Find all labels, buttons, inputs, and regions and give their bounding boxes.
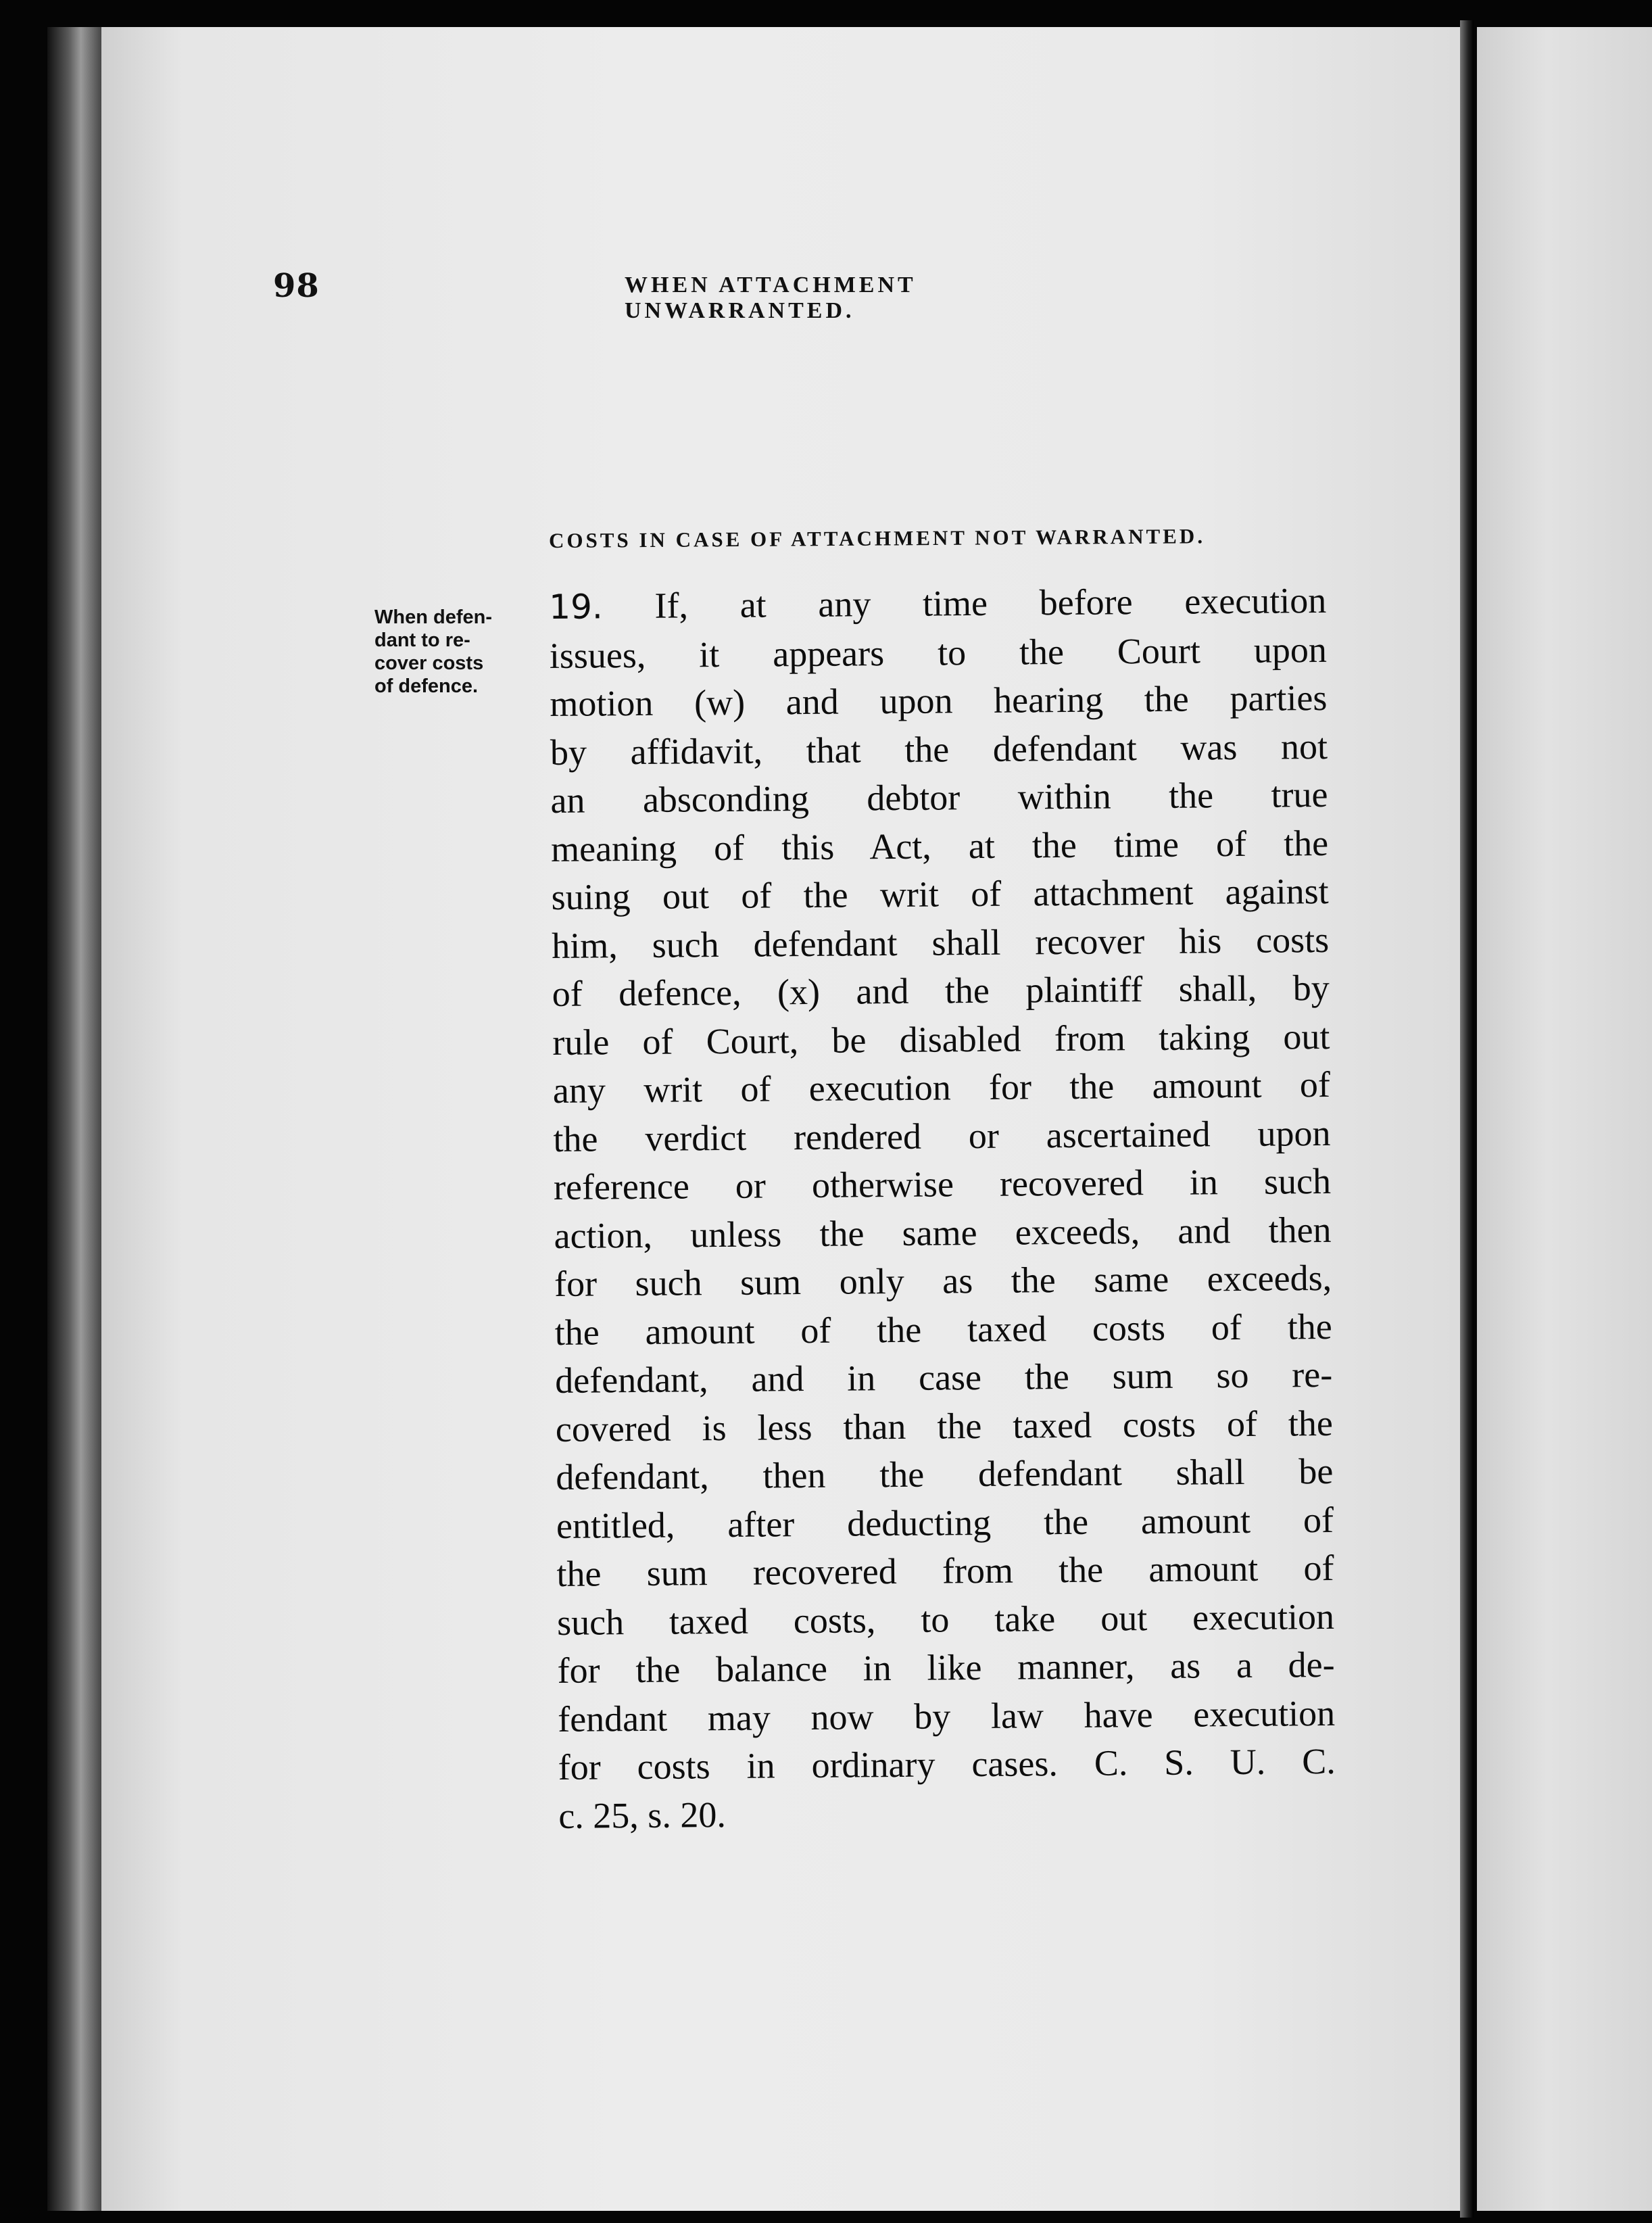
body-line: the verdict rendered or ascertained upon bbox=[553, 1112, 1331, 1160]
body-line: action, unless the same exceeds, and then bbox=[554, 1209, 1332, 1256]
marginal-note-line: of defence. bbox=[374, 675, 479, 697]
body-line bbox=[549, 577, 1327, 632]
marginal-note-line: dant to re- bbox=[374, 629, 470, 651]
section-number: 19. bbox=[549, 587, 604, 627]
body-line: such taxed costs, to take out execution bbox=[556, 1596, 1335, 1643]
body-line: defendant, and in case the sum so re- bbox=[555, 1354, 1333, 1401]
book-spine-edge bbox=[47, 27, 108, 2211]
body-line: for the balance in like manner, as a de- bbox=[557, 1644, 1335, 1691]
section-heading: COSTS IN CASE OF ATTACHMENT NOT WARRANTED. bbox=[548, 524, 1206, 553]
body-line: meaning of this Act, at the time of the bbox=[550, 822, 1329, 869]
body-line: suing out of the writ of attachment against bbox=[551, 870, 1329, 917]
page-number: 98 bbox=[273, 267, 320, 305]
body-line: an absconding debtor within the true bbox=[550, 773, 1328, 821]
body-line: for such sum only as the same exceeds, bbox=[554, 1257, 1332, 1304]
body-line: by affidavit, that the defendant was not bbox=[550, 725, 1328, 773]
page-gutter bbox=[1460, 20, 1474, 2218]
section-body bbox=[549, 577, 1336, 1840]
body-line: any writ of execution for the amount of bbox=[552, 1063, 1331, 1111]
body-line: of defence, (x) and the plaintiff shall, by bbox=[552, 967, 1330, 1014]
body-line: the amount of the taxed costs of the bbox=[554, 1306, 1332, 1353]
marginal-note-line: When defen- bbox=[374, 606, 492, 628]
facing-page-edge bbox=[1477, 27, 1652, 2211]
body-line: rule of Court, be disabled from taking out bbox=[552, 1015, 1330, 1063]
body-line: covered is less than the taxed costs of the bbox=[555, 1402, 1334, 1450]
body-line: reference or otherwise recovered in such bbox=[553, 1160, 1332, 1208]
running-head bbox=[273, 267, 1152, 323]
marginal-note-line: cover costs bbox=[374, 652, 484, 674]
marginal-note bbox=[374, 606, 537, 698]
body-line-text: If, at any time before execution bbox=[602, 579, 1327, 627]
body-line: the sum recovered from the amount of bbox=[556, 1547, 1334, 1594]
body-line: entitled, after deducting the amount of bbox=[556, 1499, 1334, 1546]
body-line: motion (w) and upon hearing the parties bbox=[550, 677, 1328, 724]
body-line: issues, it appears to the Court upon bbox=[549, 629, 1328, 676]
body-line: for costs in ordinary cases. C. S. U. C. bbox=[558, 1740, 1336, 1788]
body-line: c. 25, s. 20. bbox=[558, 1794, 727, 1836]
body-line: fendant may now by law have execution bbox=[557, 1692, 1336, 1740]
body-line: defendant, then the defendant shall be bbox=[556, 1450, 1334, 1498]
running-title: WHEN ATTACHMENT UNWARRANTED. bbox=[625, 272, 917, 323]
body-line: him, such defendant shall recover his costs bbox=[551, 919, 1330, 966]
